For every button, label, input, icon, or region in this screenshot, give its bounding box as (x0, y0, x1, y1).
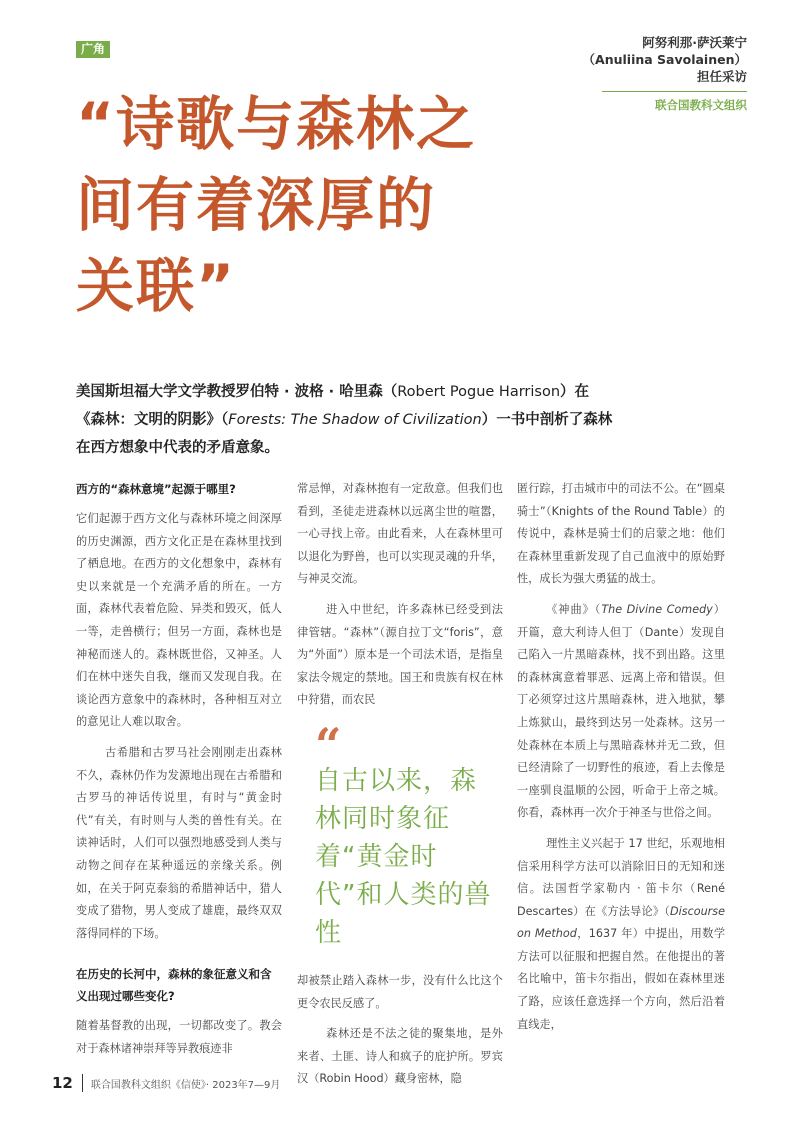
column-2 (297, 478, 503, 1099)
quote-mark-icon: “ (315, 717, 342, 772)
body-paragraph: 匿行踪，打击城市中的司法不公。在“圆桌骑士”（Knights of the Round Table）的传说中，森林是骑士们的启蒙之地：他们在森林里重新发现了自己血液中的原始野性，成长为强大勇猛的战士。 (517, 482, 725, 586)
title-line: “诗歌与森林之 (76, 90, 477, 158)
page-footer (52, 1074, 280, 1092)
title-line: 间有着深厚的 (76, 171, 437, 239)
question-heading: 在历史的长河中，森林的象征意义和含义出现过哪些变化? (76, 967, 272, 1004)
lead-text: ）在 (560, 384, 590, 400)
footer-divider (82, 1074, 83, 1092)
column-3 (517, 478, 725, 1044)
column-1 (76, 478, 282, 1068)
lead-book-title: Forests: The Shadow of Civilization (228, 412, 482, 428)
work-title: The Divine Comedy (601, 602, 713, 616)
lead-text: 在西方想象中代表的矛盾意象。 (76, 440, 279, 456)
body-paragraph (517, 833, 725, 1036)
author-org: 联合国教科文组织 (655, 98, 747, 112)
author-role: 担任采访 (696, 69, 747, 84)
lead-text: 美国斯坦福大学文学教授罗伯特 · 波格 · 哈里森（ (76, 384, 398, 400)
publication-info: 联合国教科文组织《信使》· 2023年7—9月 (90, 1079, 281, 1091)
body-paragraph: 却被禁止踏入森林一步，没有什么比这个更令农民反感了。 (297, 973, 503, 1010)
section-tag: 广角 (76, 41, 110, 58)
byline (547, 34, 747, 113)
lead-name-en: Robert Pogue Harrison (397, 384, 561, 400)
body-text: ，1637 年）中提出，用数学方法可以征服和把握自然。在他提出的著名比喻中，笛卡尔指出，假如在森林里迷了路，应该任意选择一个方向，然后沿着直线走， (517, 927, 726, 1031)
body-text: 理性主义兴起于 17 世纪，乐观地相信采用科学方法可以消除旧日的无知和迷信。法国哲学家勒内 · 笛卡尔（René Descartes）在《方法导论》（ (517, 836, 725, 918)
lead-paragraph (76, 378, 676, 462)
body-paragraph: 森林还是不法之徒的聚集地，是外来者、土匪、诗人和疯子的庇护所。罗宾汉（Robin Hood）藏身密林，隐 (297, 1027, 503, 1086)
body-paragraph: 它们起源于西方文化与森林环境之间深厚的历史渊源，西方文化正是在森林里找到了栖息地。在西方的文化想象中，森林有史以来就是一个充满矛盾的所在。一方面，森林代表着危险、异类和毁灭，低人一等，走兽横行；但另一方面，森林也是神秘而迷人的。森林既世俗，又神圣。人们在林中迷失自我，继而又发现自我。在谈论西方意象中的森林时，各种相互对立的意见让人难以取舍。 (76, 512, 282, 729)
lead-text: 《森林：文明的阴影》（ (76, 412, 229, 428)
body-paragraph: 古希腊和古罗马社会刚刚走出森林不久，森林仍作为发源地出现在古希腊和古罗马的神话传说里，有时与“黄金时代”有关，有时则与人类的兽性有关。在读神话时，人们可以强烈地感受到人类与动物之间存在某种遥远的亲缘关系。例如，在关于阿克泰翁的希腊神话中，猎人变成了猎物，男人变成了雄鹿，最终双双落得同样的下场。 (76, 745, 282, 940)
pull-quote (297, 717, 503, 952)
body-paragraph: 进入中世纪，许多森林已经受到法律管辖。“森林”（源自拉丁文“foris”，意为“外面”）原本是一个司法术语，是指皇家法令规定的禁地。国王和贵族有权在林中狩猎，而农民 (297, 602, 503, 707)
byline-divider (602, 91, 747, 92)
pull-quote-text: 自古以来，森林同时象征着“黄金时代”和人类的兽性 (315, 765, 492, 948)
body-paragraph: 常忌惮，对森林抱有一定敌意。但我们也看到，圣徒走进森林以远离尘世的喧嚣，一心寻找上帝。由此看来，人在森林里可以退化为野兽，也可以实现灵魂的升华，与神灵交流。 (297, 482, 503, 586)
article-title (76, 84, 546, 327)
author-name-cn: 阿努利那·萨沃莱宁 (642, 35, 747, 50)
body-text: 《神曲》（ (546, 602, 602, 616)
body-text: ）开篇，意大利诗人但丁（Dante）发现自己陷入一片黑暗森林，找不到出路。这里的森林寓意着罪恶、远离上帝和错误。但丁必须穿过这片黑暗森林，进入地狱，攀上炼狱山，最终到达另一处森林。这另一处森林在本质上与黑暗森林并无二致，但已经清除了一切野性的痕迹，看上去像是一座驯良温顺的公园，听命于上帝之城。你看，森林再一次介于神圣与世俗之间。 (517, 602, 725, 820)
lead-text: ）一书中剖析了森林 (481, 412, 613, 428)
question-heading: 西方的“森林意境”起源于哪里? (76, 482, 236, 496)
author-name-en: （Anuliina Savolainen） (582, 52, 747, 67)
page-number: 12 (52, 1074, 73, 1092)
work-title: Discourse on Method (517, 904, 725, 941)
body-paragraph (517, 599, 725, 825)
body-paragraph: 随着基督教的出现，一切都改变了。教会对于森林诸神崇拜等异教痕迹非 (76, 1019, 282, 1055)
title-line: 关联” (76, 252, 237, 320)
